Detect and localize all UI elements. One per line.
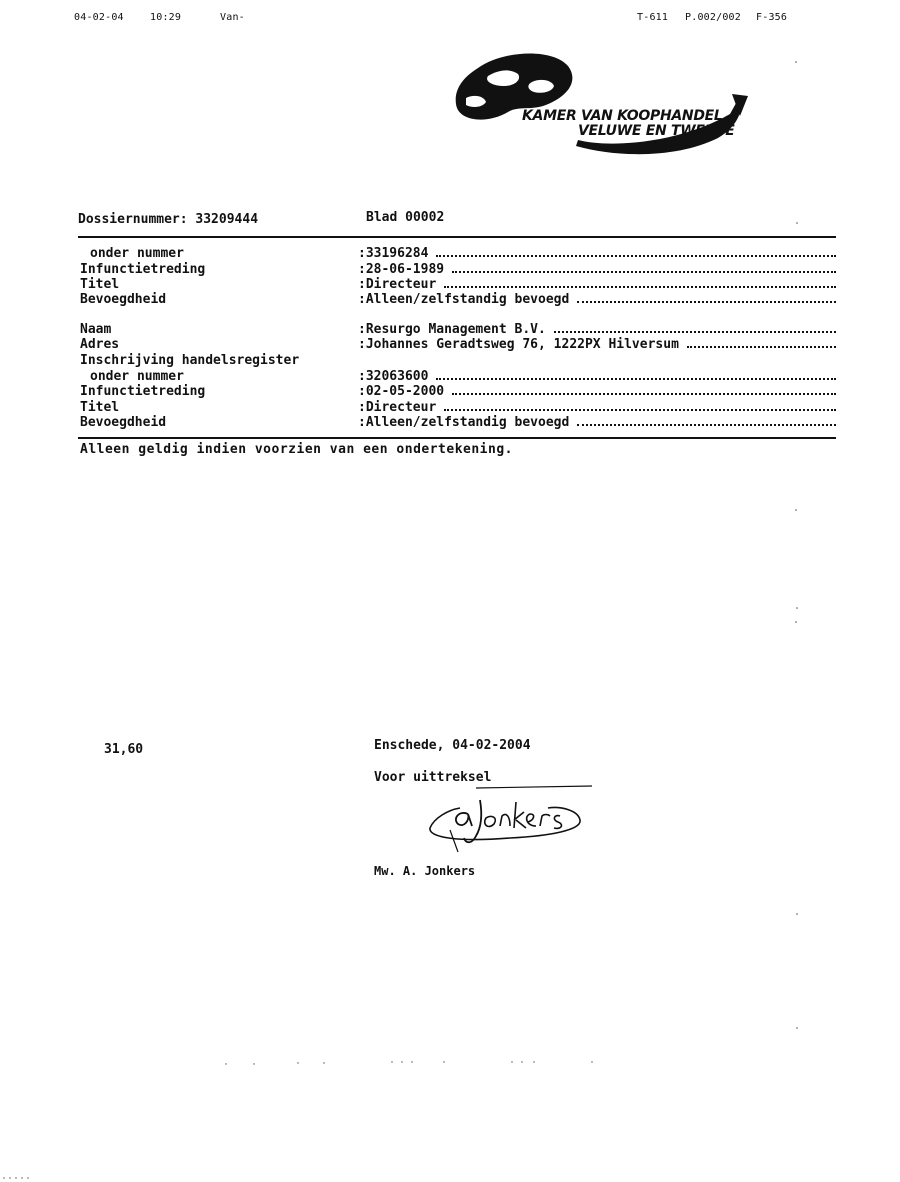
fax-f-code: F-356 — [756, 12, 788, 23]
field-value: :Directeur — [358, 277, 836, 292]
field-label: Inschrijving handelsregister — [80, 353, 300, 368]
logo-line-1: KAMER VAN KOOPHANDEL — [522, 108, 723, 124]
logo-globe-icon — [448, 48, 758, 158]
field-row — [0, 415, 900, 431]
field-value: :Johannes Geradtsweg 76, 1222PX Hilversum — [358, 337, 836, 352]
extract-label: Voor uittreksel — [374, 770, 492, 785]
place-date: Enschede, 04-02-2004 — [374, 738, 531, 753]
field-value: :33196284 — [358, 246, 836, 261]
blad-label: Blad — [366, 210, 398, 225]
field-row — [0, 292, 900, 308]
field-value: :Resurgo Management B.V. — [358, 322, 836, 337]
field-label: onder nummer — [90, 369, 184, 384]
handwritten-signature — [420, 780, 600, 860]
field-label: Infunctietreding — [80, 262, 206, 277]
field-label: Bevoegdheid — [80, 415, 167, 430]
dossier-number — [78, 212, 258, 227]
logo-line-2: VELUWE EN TWENTE — [578, 123, 735, 139]
bottom-divider — [78, 437, 836, 439]
fax-header — [0, 12, 900, 26]
field-row — [0, 400, 900, 416]
fax-from: Van- — [220, 12, 245, 23]
signer-name: Mw. A. Jonkers — [374, 864, 476, 878]
field-row — [0, 337, 900, 353]
top-divider — [78, 236, 836, 238]
fax-t-code: T-611 — [637, 12, 669, 23]
field-row — [0, 262, 900, 278]
field-value: :Directeur — [358, 400, 836, 415]
field-value: :Alleen/zelfstandig bevoegd — [358, 415, 836, 430]
field-label: Naam — [80, 322, 112, 337]
field-row — [0, 277, 900, 293]
field-value: :28-06-1989 — [358, 262, 836, 277]
dossier-label: Dossiernummer: — [78, 212, 188, 227]
field-row — [0, 353, 900, 369]
fax-date: 04-02-04 — [74, 12, 124, 23]
page-number — [366, 210, 444, 225]
field-value: :32063600 — [358, 369, 836, 384]
field-label: Infunctietreding — [80, 384, 206, 399]
field-row — [0, 384, 900, 400]
field-row — [0, 322, 900, 338]
field-row — [0, 369, 900, 385]
field-label: Adres — [80, 337, 120, 352]
field-label: Titel — [80, 400, 120, 415]
fax-time: 10:29 — [150, 12, 182, 23]
field-row — [0, 246, 900, 262]
field-label: Bevoegdheid — [80, 292, 167, 307]
dossier-value: 33209444 — [195, 212, 259, 227]
field-label: onder nummer — [90, 246, 184, 261]
field-label: Titel — [80, 277, 120, 292]
validity-note: Alleen geldig indien voorzien van een ondertekening. — [80, 442, 513, 457]
fax-page: P.002/002 — [685, 12, 741, 23]
field-value: :Alleen/zelfstandig bevoegd — [358, 292, 836, 307]
chamber-of-commerce-logo — [448, 48, 758, 158]
fee-amount: 31,60 — [104, 742, 144, 757]
field-value: :02-05-2000 — [358, 384, 836, 399]
blad-value: 00002 — [405, 210, 445, 225]
